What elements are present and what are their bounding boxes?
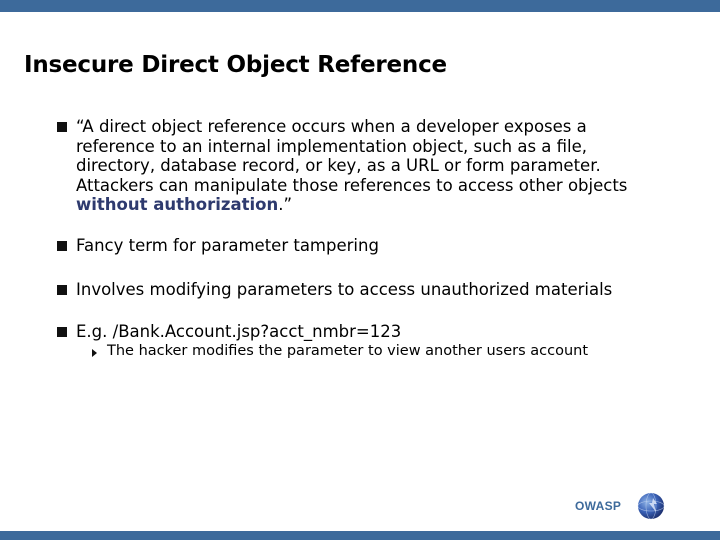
quote-line: Attackers can manipulate those references to access other objects (76, 175, 628, 195)
quote-line: directory, database record, or key, as a URL or form parameter. (76, 156, 601, 175)
bottom-banner-bar (0, 531, 720, 540)
owasp-logo-text: OWASP (575, 499, 622, 513)
bullet-item: E.g. /Bank.Account.jsp?acct_nmbr=123 (76, 322, 402, 341)
slide-title: Insecure Direct Object Reference (24, 52, 447, 78)
owasp-globe-icon (637, 492, 665, 520)
bullet-square-icon (57, 285, 67, 295)
quote-line: “A direct object reference occurs when a developer exposes a (76, 117, 587, 136)
quote-closing: .” (278, 195, 293, 214)
top-banner-bar (0, 0, 720, 12)
quote-line-last (76, 195, 676, 215)
bullet-square-icon (57, 241, 67, 251)
bullet-quote (76, 117, 676, 215)
sub-bullet-item: The hacker modifies the parameter to view another users account (107, 343, 589, 359)
quote-emphasis: without authorization (76, 195, 279, 214)
quote-line: reference to an internal implementation object, such as a file, (76, 136, 588, 156)
triangle-bullet-icon (92, 349, 97, 357)
bullet-item: Involves modifying parameters to access unauthorized materials (76, 280, 613, 299)
bullet-square-icon (57, 122, 67, 132)
bullet-item: Fancy term for parameter tampering (76, 236, 379, 255)
bullet-square-icon (57, 327, 67, 337)
